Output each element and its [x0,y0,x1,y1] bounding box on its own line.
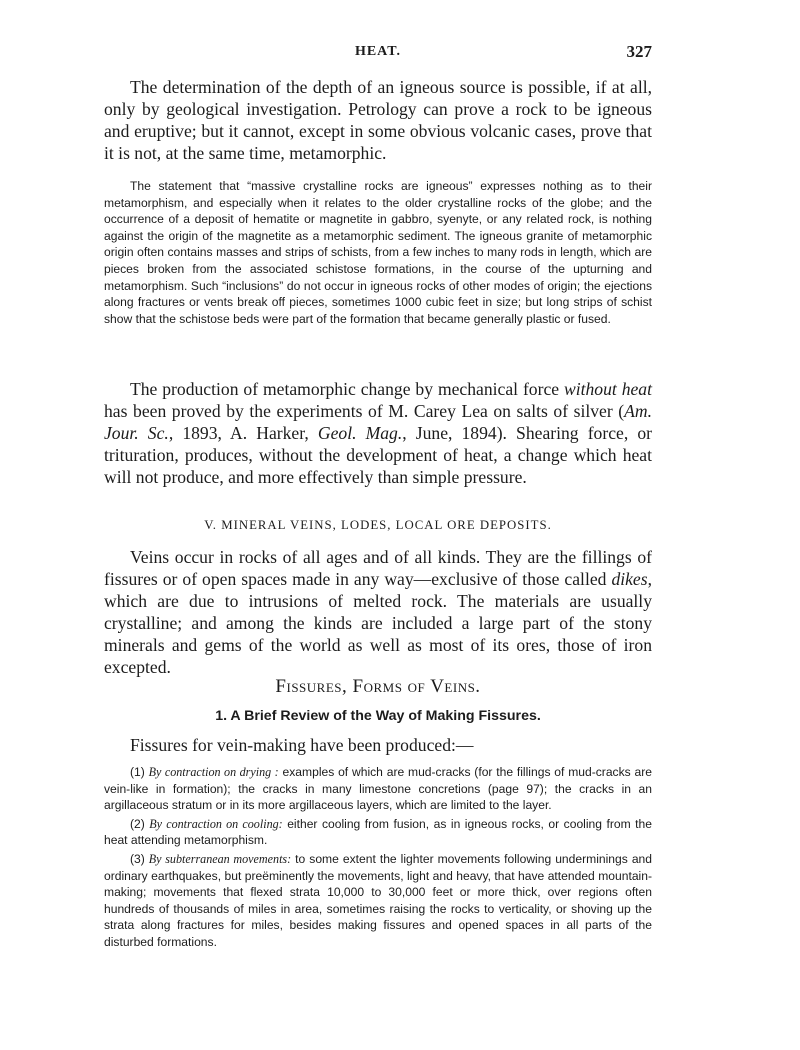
note-massive-crystalline: The statement that “massive crystalline rocks are igneous” expresses nothing as to their metamorphism, and especially when it relates to the older crystalline rocks of the globe; and the occurrence of a deposit of hematite or magnetite in gabbro, syenyte, or any related rock, is nothing against the origin of the magnetite as a metamorphic sediment. The igneous granite of metamorphic origin often contains masses and strips of schists, from a few inches to many rods in length, which are pieces broken from the associated schistose formations, in the course of the upturning and metamorphism. Such “inclusions” do not occur in igneous rocks of other modes of origin; the ejections along fractures or vents break off pieces, sometimes 1000 cubic feet in size; but long strips of schist show that the schistose beds were part of the formation that became generally plastic or fused. [104,179,652,326]
item-list [104,764,652,951]
italic-span: without heat [564,379,652,399]
intro-line: Fissures for vein-making have been produced:— [130,735,474,755]
paragraph-igneous-source: The determination of the depth of an igneous source is possible, if at all, only by geological investigation. Petrology can prove a rock to be igneous and eruptive; but it cannot, except in some obvious volcanic cases, prove that it is not, at the same time, metamorphic. [104,77,652,163]
text-span: , which are due to intrusions of melted rock. The materials are usually crystalline; and among the kinds are included a large part of the stony minerals and gems of the world as well as most of its ores, those of iron excepted. [104,569,652,677]
list-item [104,816,652,849]
page-number: 327 [626,42,652,61]
running-head-title: HEAT. [354,44,402,59]
section-heading: V. MINERAL VEINS, LODES, LOCAL ORE DEPOSITS. [204,518,552,532]
item-text: examples of which are mud-cracks (for the fillings of mud-cracks are vein-like in formation); the cracks in many limestone concretions (page 97); the cracks in an argillaceous stratum or in its more argillaceous layers, which are limited to the layer. [104,765,652,813]
item-italic: By contraction on drying : [148,765,279,779]
italic-span: dikes [611,569,648,589]
item-text: either cooling from fusion, as in igneous rocks, or cooling from the heat attending metamorphism. [104,816,652,848]
italic-span: Geol. Mag. [317,423,403,443]
paragraph-mechanical-force [104,378,652,488]
list-item [104,764,652,814]
list-item [104,851,652,951]
item-number: (3) [130,851,149,866]
paragraph-veins [104,546,652,678]
subsubsection-heading: 1. A Brief Review of the Way of Making Fissures. [215,708,541,724]
italic-span: Am. Jour. Sc. [104,401,652,443]
text-span: Veins occur in rocks of all ages and of all kinds. They are the fillings of fissures or of open spaces made in any way—exclusive of those called [104,547,652,589]
item-italic: By contraction on cooling: [149,816,283,831]
running-head [104,44,652,64]
item-italic: By subterranean movements: [148,851,292,866]
text-span: The production of metamorphic change by mechanical force [130,379,564,399]
subsection-heading: Fissures, Forms of Veins. [275,676,481,697]
text-span: , June, 1894). Shearing force, or trituration, produces, without the development of heat, a change which heat will not produce, and more effectively than simple pressure. [104,423,652,487]
item-text: to some extent the lighter movements following underminings and ordinary earthquakes, but preëminently the movements, light and heavy, that have attended mountain-making; movements that flexed strata 10,000 to 30,000 feet or more thick, over regions often hundreds of thousands of miles in area, sometimes raising the rocks to verticality, or shoving up the strata along fractures for miles, besides making fissures and opened spaces in all parts of the disturbed formations. [104,851,652,949]
text-span: has been proved by the experiments of M. Carey Lea on salts of silver ( [104,401,625,421]
text-span: , 1893, A. Harker, [168,423,318,443]
item-number: (1) [130,765,149,779]
item-number: (2) [130,816,150,831]
